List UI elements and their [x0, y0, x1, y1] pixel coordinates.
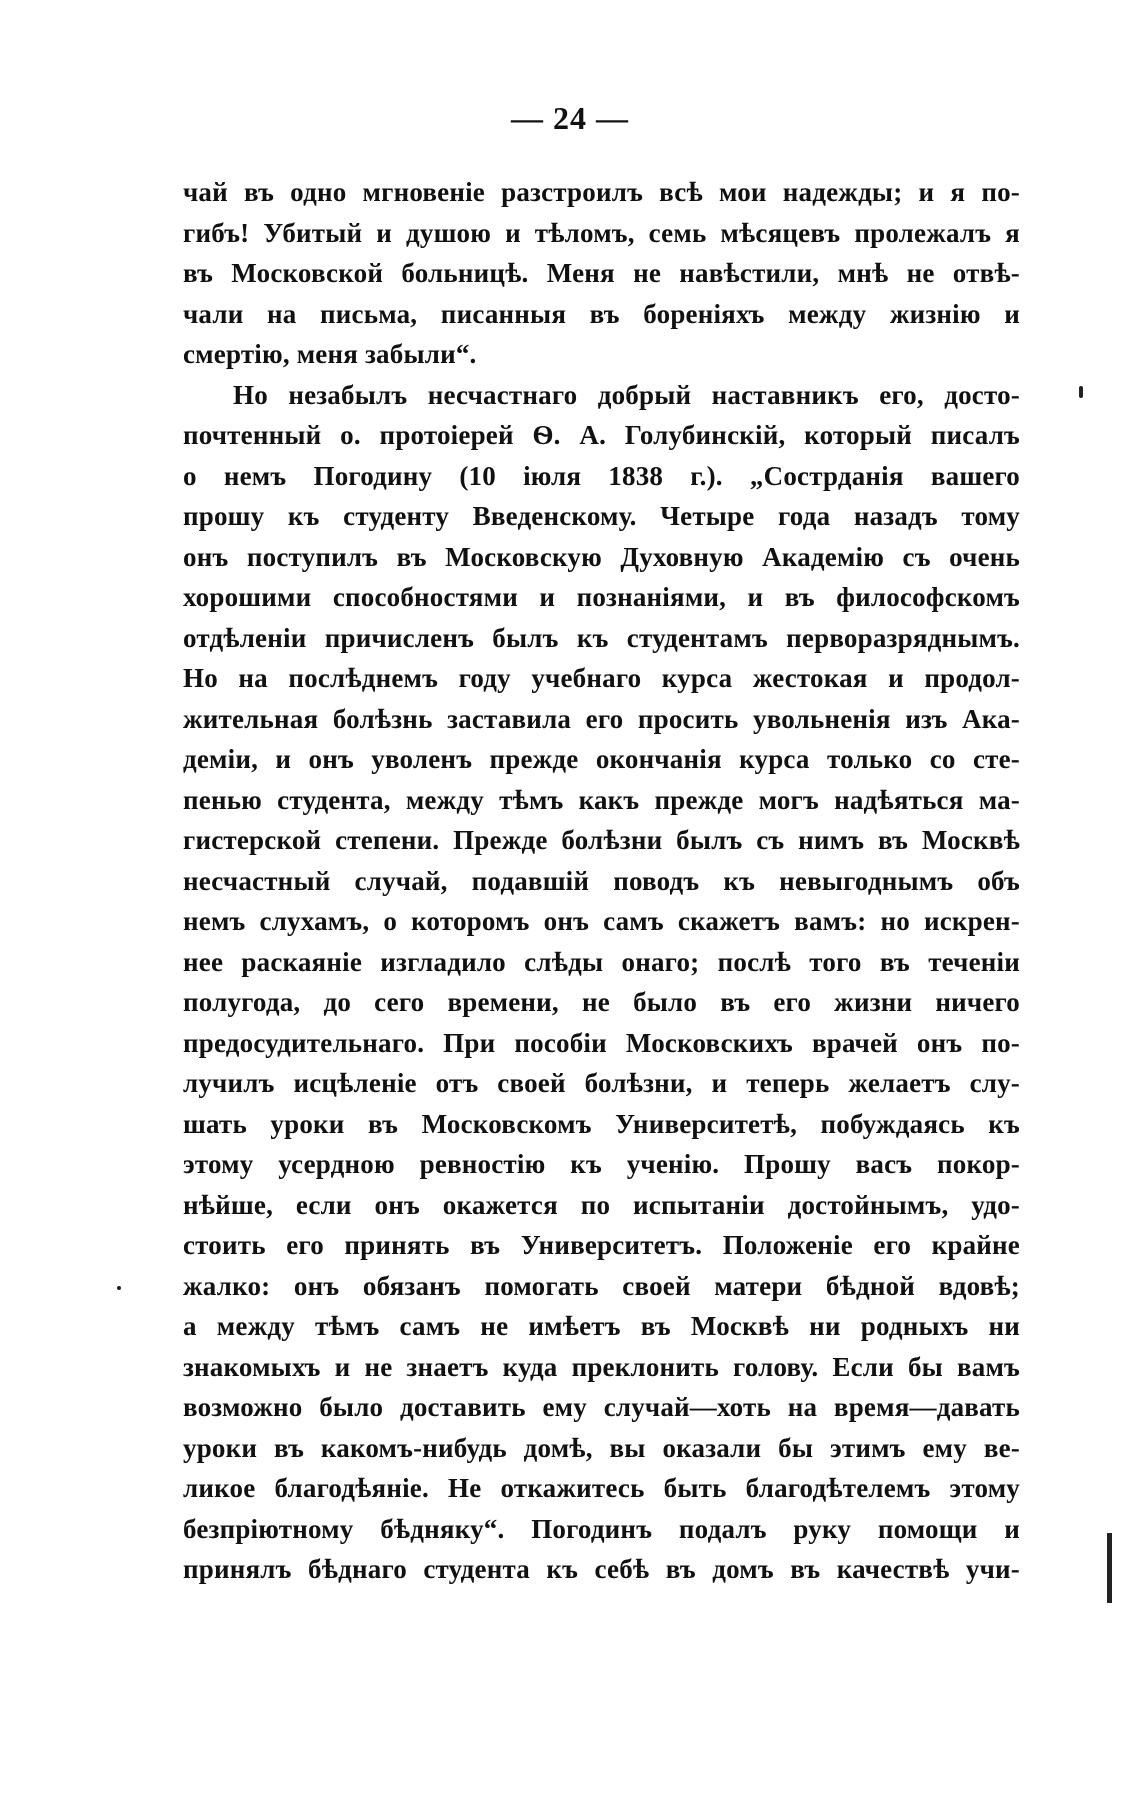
text-line: онъ поступилъ въ Московскую Духовную Академiю съ очень: [183, 541, 1020, 572]
text-line: жительная болѣзнь заставила его просить увольненiя изъ Ака-: [183, 703, 1020, 734]
text-line: прошу къ студенту Введенскому. Четыре года назадъ тому: [183, 501, 1020, 531]
text-line: стоить его принять въ Университетъ. Положенiе его крайне: [183, 1230, 1020, 1260]
text-line: принялъ бѣднаго студента къ себѣ въ домъ въ качествѣ учи-: [183, 1554, 1020, 1584]
margin-mark: [117, 1286, 121, 1290]
text-line: а между тѣмъ самъ не имѣетъ въ Москвѣ ни родныхъ ни: [183, 1311, 1020, 1341]
text-line: жалко: онъ обязанъ помогать своей матери бѣдной вдовѣ;: [183, 1270, 1020, 1301]
margin-mark: [1107, 1533, 1112, 1603]
text-line: Но на послѣднемъ году учебнаго курса жестокая и продол-: [183, 663, 1020, 693]
text-line: гистерской степени. Прежде болѣзни былъ съ нимъ въ Москвѣ: [183, 825, 1020, 855]
text-line: демiи, и онъ уволенъ прежде окончанiя курса только со сте-: [183, 744, 1020, 774]
text-line: гибъ! Убитый и душою и тѣломъ, семь мѣсяцевъ пролежалъ я: [183, 217, 1020, 248]
text-line: нее раскаянiе изгладило слѣды онаго; послѣ того въ теченiи: [183, 946, 1020, 977]
text-line: нѣйше, если онъ окажется по испытанiи достойнымъ, удо-: [183, 1189, 1020, 1220]
text-line: пенью студента, между тѣмъ какъ прежде могъ надѣяться ма-: [183, 784, 1020, 815]
text-line: шать уроки въ Московскомъ Университетѣ, побуждаясь къ: [183, 1108, 1020, 1139]
text-line: ликое благодѣянiе. Не откажитесь быть благодѣтелемъ этому: [183, 1473, 1020, 1503]
text-line: знакомыхъ и не знаетъ куда преклонить голову. Если бы вамъ: [183, 1351, 1020, 1382]
text-line: лучилъ исцѣленiе отъ своей болѣзни, и теперь желаетъ слу-: [183, 1068, 1020, 1098]
margin-mark: [1079, 386, 1083, 398]
text-line: чали на письма, писанныя въ боренiяхъ между жизнiю и: [183, 298, 1020, 329]
text-line: чай въ одно мгновенiе разстроилъ всѣ мои надежды; и я по-: [183, 177, 1020, 207]
text-line: немъ слухамъ, о которомъ онъ самъ скажетъ вамъ: но искрен-: [183, 906, 1020, 936]
text-line: уроки въ какомъ-нибудь домѣ, вы оказали бы этимъ ему ве-: [183, 1432, 1020, 1463]
text-line: Но незабылъ несчастнаго добрый наставникъ его, досто-: [233, 379, 1020, 410]
body-text: [183, 172, 1020, 1590]
text-line: этому усердною ревностiю къ ученiю. Прошу васъ покор-: [183, 1149, 1020, 1179]
page-number: — 24 —: [511, 100, 629, 136]
text-line: предосудительнаго. При пособiи Московскихъ врачей онъ по-: [183, 1027, 1020, 1058]
text-line: возможно было доставить ему случай—хоть на время—давать: [183, 1392, 1020, 1422]
text-line: смертiю, меня забыли“.: [183, 339, 477, 369]
text-line: почтенный о. протоiерей Ѳ. А. Голубинскiй, который писалъ: [183, 420, 1020, 450]
text-line: о немъ Погодину (10 iюля 1838 г.). „Сострданiя вашего: [183, 460, 1020, 491]
text-line: хорошими способностями и познанiями, и въ философскомъ: [183, 582, 1020, 612]
text-line: несчастный случай, подавшiй поводъ къ невыгоднымъ объ: [183, 865, 1020, 896]
text-line: отдѣленiи причисленъ былъ къ студентамъ перворазряднымъ.: [183, 622, 1020, 653]
text-line: безпрiютному бѣдняку“. Погодинъ подалъ руку помощи и: [183, 1513, 1020, 1544]
text-line: въ Московской больницѣ. Меня не навѣстили, мнѣ не отвѣ-: [183, 258, 1020, 288]
text-line: полугода, до сего времени, не было въ его жизни ничего: [183, 987, 1020, 1017]
